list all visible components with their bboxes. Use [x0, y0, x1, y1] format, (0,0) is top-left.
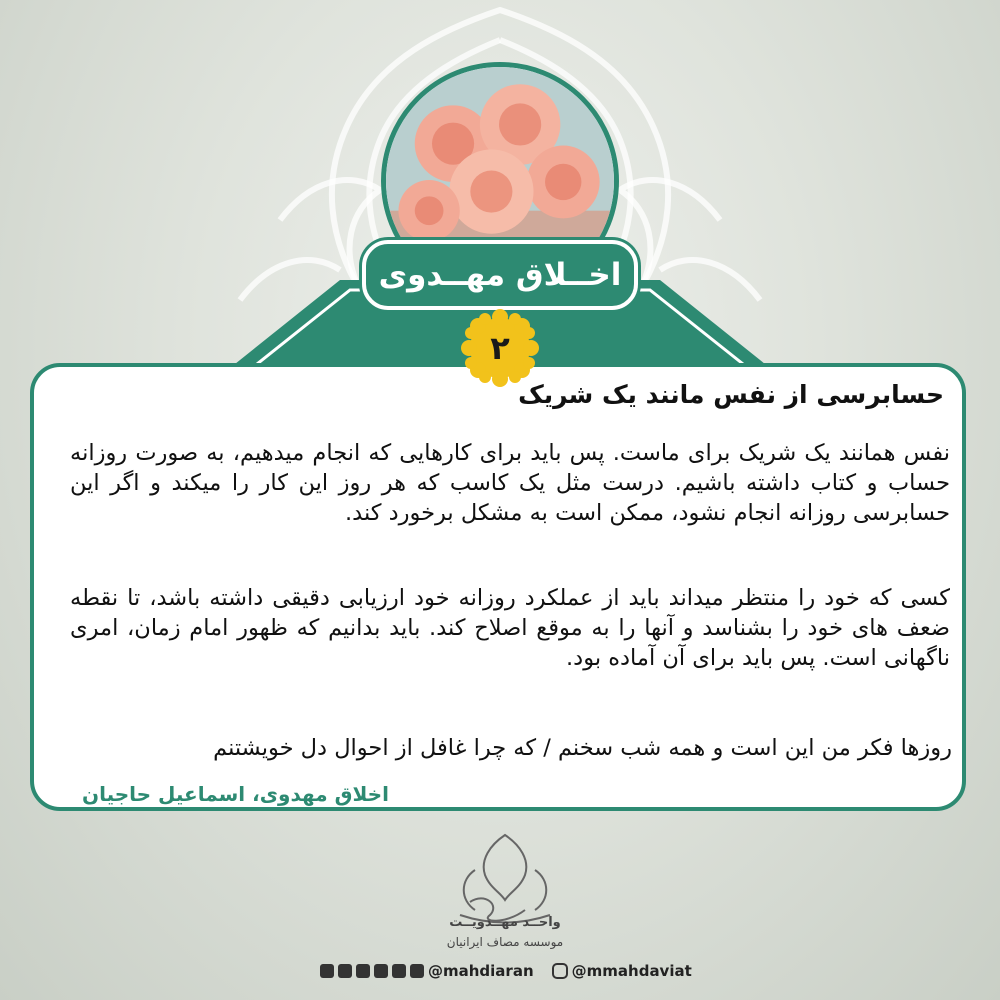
source-citation: اخلاق مهدوی، اسماعیل حاجیان [82, 782, 389, 806]
paragraph-1: نفس همانند یک شریک برای ماست. پس باید برای کارهایی که انجام میدهیم، به صورت روزانه حساب و کتاب داشته باشیم. درست مثل یک کاسب که هر روز این کار را میکند و اگر این حسابرسی روزانه انجام نشود، ممکن است به مشکل برخورد کند. [70, 440, 950, 526]
number-badge [461, 309, 539, 387]
soroush-icon [356, 964, 370, 978]
logo-caption-2: موسسه مصاف ایرانیان [446, 935, 564, 949]
igap-icon [410, 964, 424, 978]
paragraph-2: کسی که خود را منتظر میداند باید از عملکرد روزانه خود ارزیابی دقیقی داشته باشد، تا نقطه ضعف های خود را بشناسد و آنها را به موقع اصلاح کند. باید بدانیم که ظهور امام زمان، امری ناگهانی است. پس باید برای آن آماده بود. [70, 585, 950, 671]
logo-caption-1: واحــد مهــدویــت [449, 915, 561, 930]
badge-number: ۲ [490, 329, 510, 367]
bale-icon [374, 964, 388, 978]
gap-icon [392, 964, 406, 978]
handle-mahdiaran[interactable]: @mahdiaran [428, 962, 534, 980]
handle-mmahdaviat[interactable]: @mmahdaviat [571, 962, 692, 980]
eitaa-icon [338, 964, 352, 978]
social-bar [320, 958, 692, 984]
instagram-icon [552, 963, 568, 979]
poem-verse: روزها فکر من این است و همه شب سخنم / که چرا غافل از احوال دل خویشتنم [213, 735, 952, 761]
section-banner: اخــلاق مهــدوی [362, 240, 638, 310]
article-title: حسابرسی از نفس مانند یک شریک [518, 380, 944, 409]
mahdiaran-logo [430, 830, 580, 952]
telegram-icon [320, 964, 334, 978]
